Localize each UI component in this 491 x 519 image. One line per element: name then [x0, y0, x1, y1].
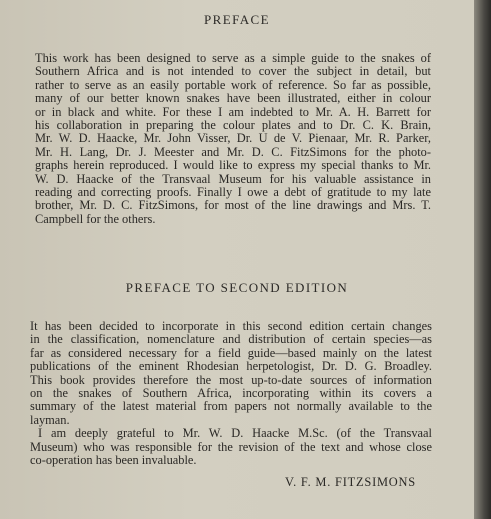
preface-line: his collaboration in preparing the colour plates and to Dr. C. K. Brain, [35, 117, 431, 132]
preface-line: Mr. H. Lang, Dr. J. Meester and Mr. D. C. FitzSimons for the photo- [35, 144, 431, 159]
second-edition-line: summary of the latest material from papers not normally available to the [30, 399, 432, 414]
preface-paragraph [35, 52, 431, 226]
second-edition-paragraph [30, 320, 432, 467]
second-edition-line: This book provides therefore the most up-to-date sources of information [30, 372, 432, 387]
author-signature: V. F. M. FITZSIMONS [284, 475, 416, 489]
second-edition-line: I am deeply grateful to Mr. W. D. Haacke M.Sc. (of the Transvaal [38, 426, 432, 441]
preface-line: reading and correcting proofs. Finally I owe a debt of gratitude to my late [35, 184, 431, 199]
preface-line: rather to serve as an easily portable work of reference. So far as possible, [35, 77, 431, 92]
second-edition-line: co-operation has been invaluable. [30, 452, 197, 467]
page-edge-shadow [474, 0, 491, 519]
second-edition-line: layman. [30, 412, 70, 427]
second-edition-heading: PREFACE TO SECOND EDITION [125, 280, 349, 295]
preface-line: Mr. W. D. Haacke, Mr. John Visser, Dr. U de V. Pienaar, Mr. R. Parker, [35, 131, 431, 146]
second-edition-line: far as considered necessary for a field guide—based mainly on the latest [30, 345, 432, 360]
preface-line: Campbell for the others. [35, 211, 156, 226]
preface-line: graphs herein reproduced. I would like to express my special thanks to Mr. [35, 158, 431, 173]
preface-line: This work has been designed to serve as a simple guide to the snakes of [35, 51, 431, 65]
second-edition-line: in the classification, nomenclature and distribution of certain species—as [30, 332, 432, 347]
preface-line: Southern Africa and is not intended to cover the subject in detail, but [35, 64, 431, 79]
second-edition-line: Museum) who was responsible for the revision of the text and whose close [30, 439, 432, 454]
preface-heading: PREFACE [204, 12, 270, 27]
second-edition-line: It has been decided to incorporate in this second edition certain changes [30, 319, 432, 333]
preface-line: W. D. Haacke of the Transvaal Museum for his valuable assistance in [35, 171, 431, 186]
second-edition-line: publications of the eminent Rhodesian herpetologist, Dr. D. G. Broadley. [30, 359, 432, 374]
preface-line: or in black and white. For these I am indebted to Mr. A. H. Barrett for [35, 104, 431, 119]
second-edition-line: on the snakes of Southern Africa, incorporating within its covers a [30, 385, 432, 400]
preface-line: brother, Mr. D. C. FitzSimons, for most of the line drawings and Mrs. T. [35, 198, 431, 213]
preface-line: many of our better known snakes have been illustrated, either in colour [35, 91, 431, 106]
